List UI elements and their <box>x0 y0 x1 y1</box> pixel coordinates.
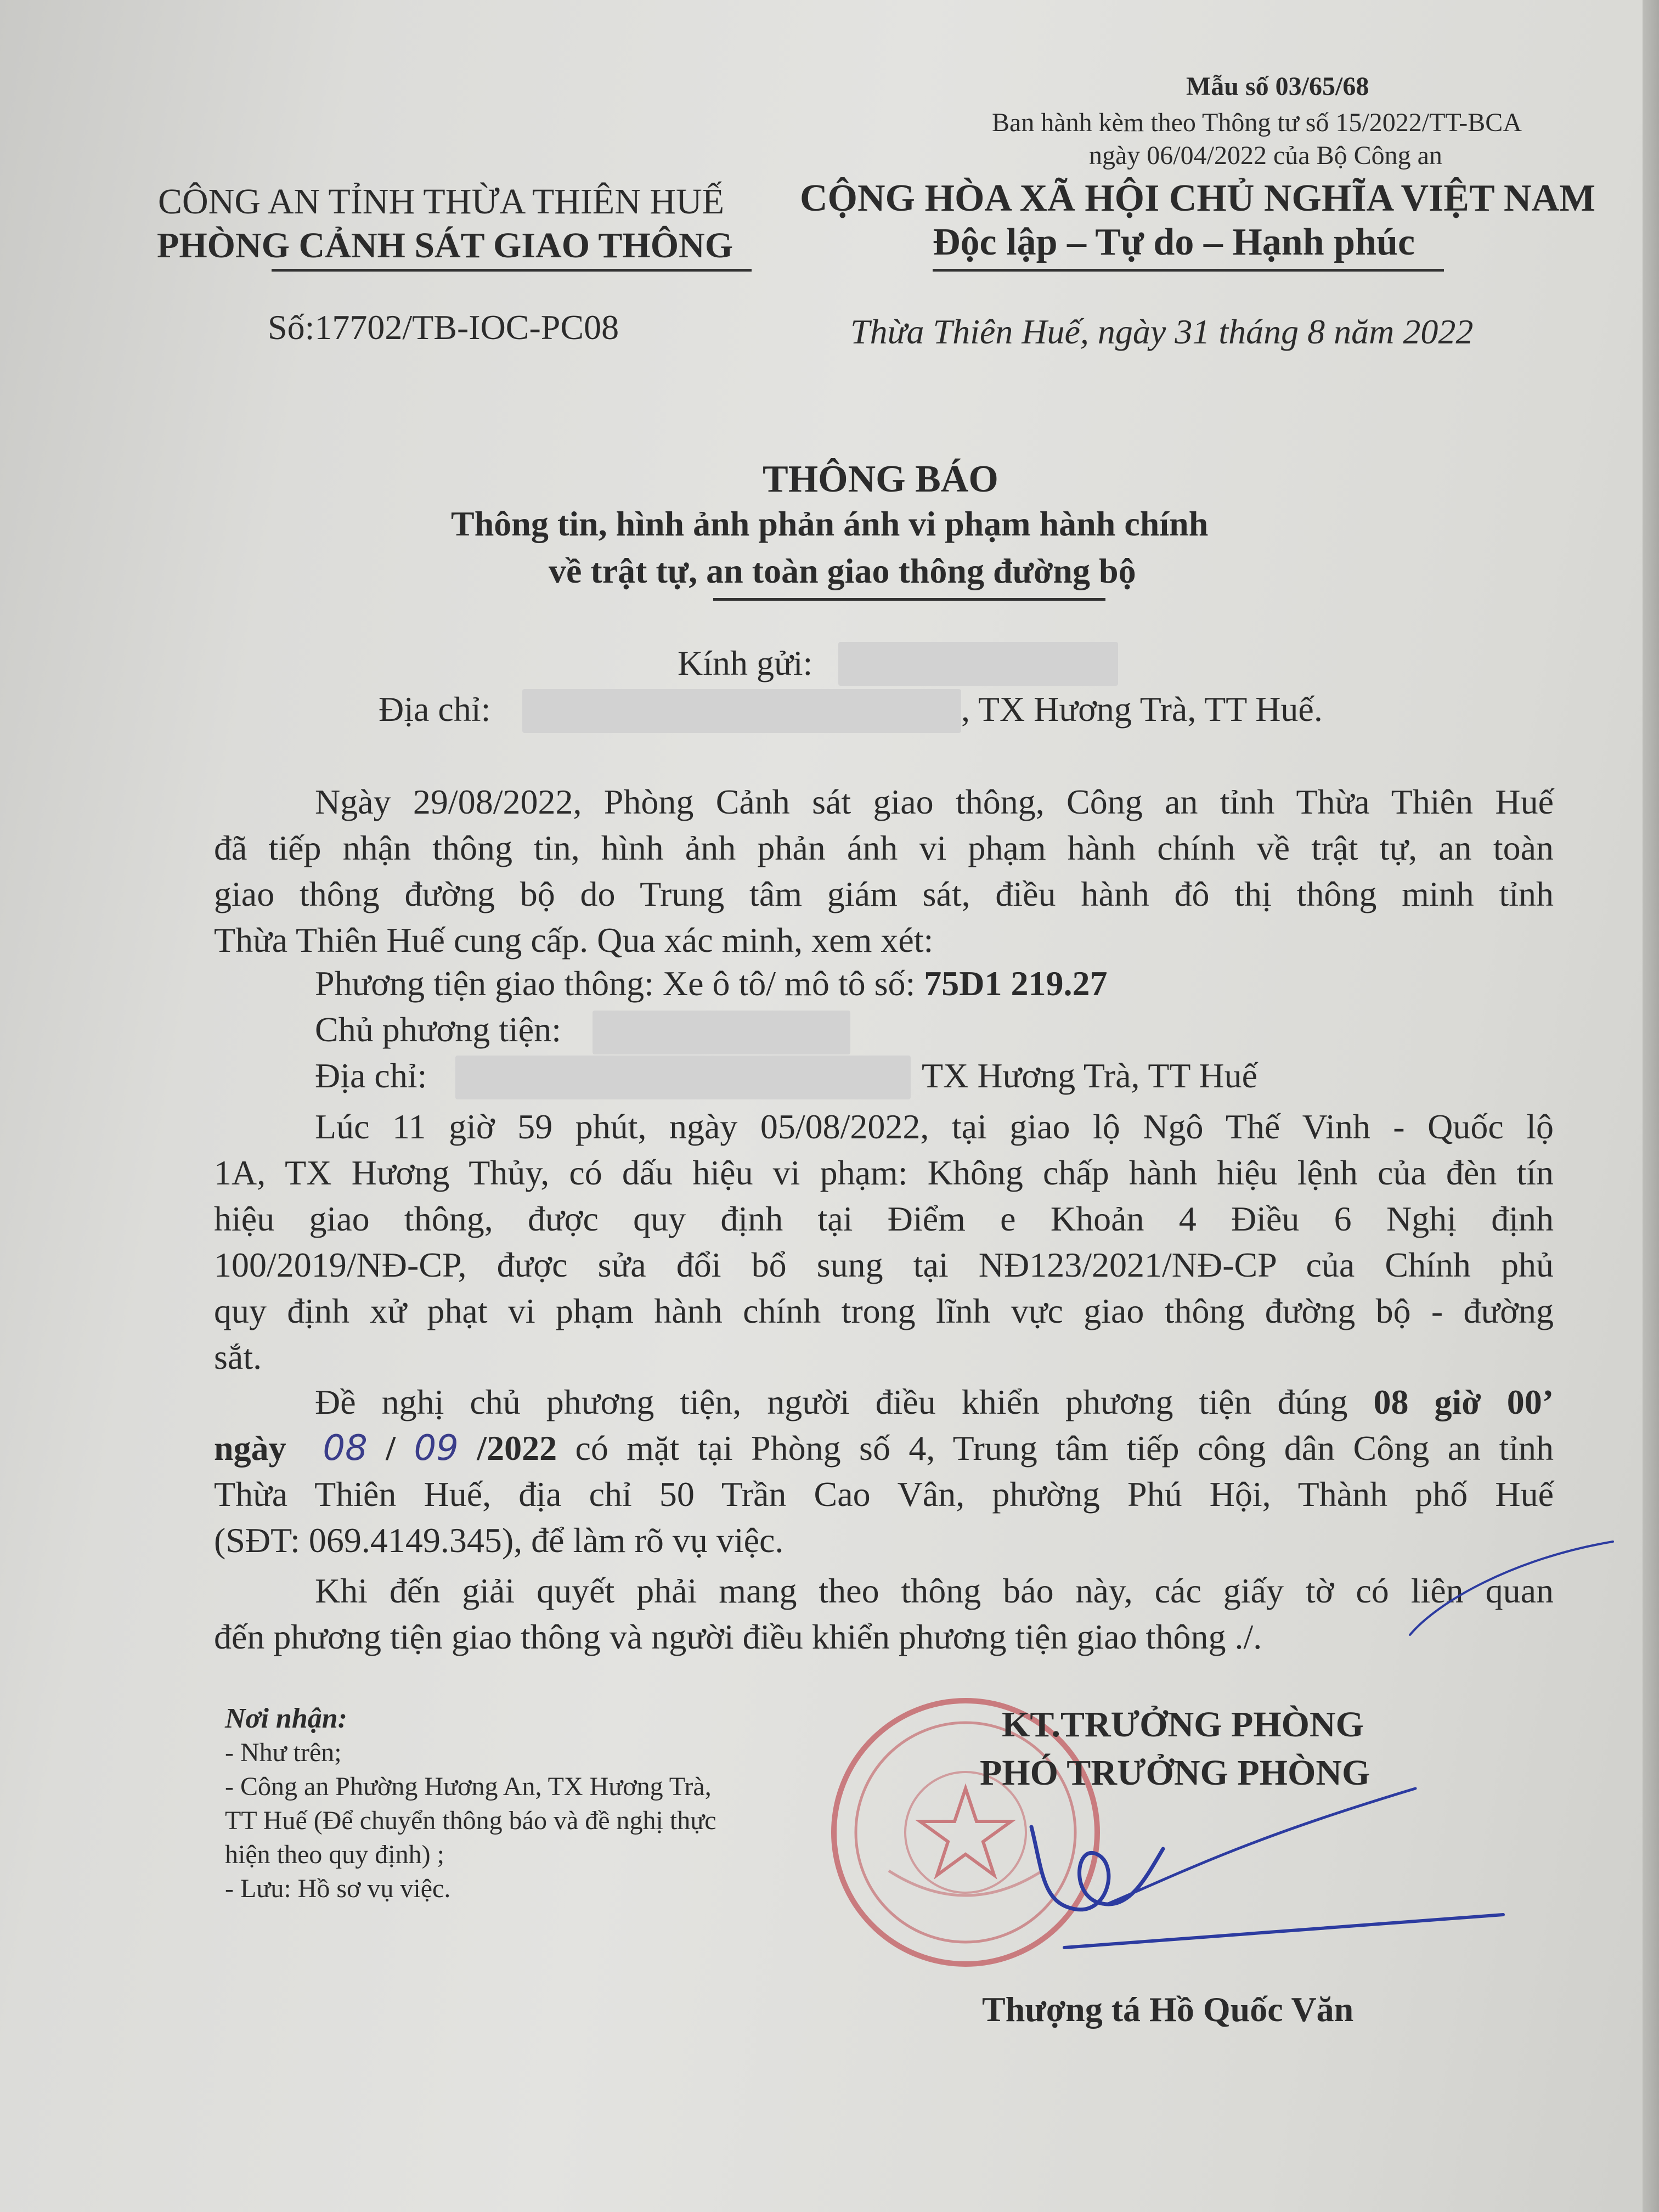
signer-title-1: KT.TRƯỞNG PHÒNG <box>1002 1705 1364 1745</box>
nation-line1: CỘNG HÒA XÃ HỘI CHỦ NGHĨA VIỆT NAM <box>800 177 1596 219</box>
paragraph-3 <box>214 1379 1554 1564</box>
appointment-time: 08 giờ 00’ <box>1373 1383 1554 1421</box>
redacted-owner-address <box>455 1056 911 1099</box>
paragraph-line: hiệu giao thông, được quy định tại Điểm e Khoản 4 Điều 6 Nghị định <box>214 1199 1554 1238</box>
appointment-day-label: ngày <box>214 1429 286 1468</box>
recipient-address-label: Địa chỉ: <box>379 690 491 729</box>
redacted-recipient-name <box>838 642 1118 686</box>
doc-subtitle-2: về trật tự, an toàn giao thông đường bộ <box>549 551 1136 590</box>
recipient-item: TT Huế (Để chuyển thông báo và đề nghị thực <box>225 1806 716 1835</box>
vehicle-plate: 75D1 219.27 <box>924 964 1108 1003</box>
redacted-owner-name <box>592 1011 850 1054</box>
doc-subtitle-1: Thông tin, hình ảnh phản ánh vi phạm hành chính <box>451 504 1209 543</box>
doc-title: THÔNG BÁO <box>763 458 998 500</box>
agency-underline <box>272 269 752 272</box>
paragraph-line <box>214 1379 1554 1425</box>
date-slash: / <box>386 1429 396 1468</box>
form-issued-line2: ngày 06/04/2022 của Bộ Công an <box>1089 141 1442 170</box>
paragraph-line: Lúc 11 giờ 59 phút, ngày 05/08/2022, tại giao lộ Ngô Thế Vinh - Quốc lộ <box>315 1107 1554 1146</box>
owner-address-label: Địa chỉ: <box>315 1056 427 1095</box>
recipient-address-tail: , TX Hương Trà, TT Huế. <box>961 690 1323 729</box>
form-number: Mẫu số 03/65/68 <box>1186 72 1369 101</box>
appointment-text: Đề nghị chủ phương tiện, người điều khiển phương tiện đúng <box>315 1383 1374 1421</box>
agency-line1: CÔNG AN TỈNH THỪA THIÊN HUẾ <box>158 182 725 222</box>
paragraph-line: Ngày 29/08/2022, Phòng Cảnh sát giao thông, Công an tỉnh Thừa Thiên Huế <box>315 782 1554 821</box>
paragraph-line: Thừa Thiên Huế, địa chỉ 50 Trần Cao Vân, phường Phú Hội, Thành phố Huế <box>214 1475 1554 1514</box>
recipient-item: - Công an Phường Hương An, TX Hương Trà, <box>225 1772 712 1801</box>
paragraph-line: đã tiếp nhận thông tin, hình ảnh phản ánh vi phạm hành chính về trật tự, an toàn <box>214 828 1554 867</box>
paragraph-line: giao thông đường bộ do Trung tâm giám sát, điều hành đô thị thông minh tỉnh <box>214 874 1554 913</box>
paragraph-4 <box>214 1568 1554 1660</box>
owner-label: Chủ phương tiện: <box>315 1010 561 1049</box>
document-date: Thừa Thiên Huế, ngày 31 tháng 8 năm 2022 <box>850 312 1474 351</box>
title-underline <box>713 598 1105 601</box>
recipients-title: Nơi nhận: <box>225 1703 347 1734</box>
recipients-block <box>225 1702 716 1906</box>
form-issued-line1: Ban hành kèm theo Thông tư số 15/2022/TT-BCA <box>992 108 1522 137</box>
signer-title-2: PHÓ TRƯỞNG PHÒNG <box>980 1753 1370 1793</box>
signer-name: Thượng tá Hồ Quốc Văn <box>982 1990 1354 2029</box>
paragraph-line: 1A, TX Hương Thủy, có dấu hiệu vi phạm: Không chấp hành hiệu lệnh của đèn tín <box>214 1153 1554 1192</box>
handwritten-month: 09 <box>414 1428 459 1469</box>
vehicle-line <box>315 963 1108 1004</box>
redacted-recipient-address <box>522 689 961 733</box>
paragraph-2 <box>214 1104 1554 1380</box>
nation-motto: Độc lập – Tự do – Hạnh phúc <box>933 221 1415 263</box>
paragraph-1 <box>214 779 1554 963</box>
paragraph-line: quy định xử phạt vi phạm hành chính trong lĩnh vực giao thông đường bộ - đường <box>214 1291 1554 1330</box>
page-edge-shadow <box>1643 0 1659 2212</box>
appointment-year: /2022 <box>477 1429 557 1468</box>
paragraph-line: đến phương tiện giao thông và người điều khiển phương tiện giao thông ./. <box>214 1617 1262 1656</box>
recipient-item: hiện theo quy định) ; <box>225 1840 444 1869</box>
paragraph-line: Thừa Thiên Huế cung cấp. Qua xác minh, xem xét: <box>214 921 934 960</box>
agency-line2: PHÒNG CẢNH SÁT GIAO THÔNG <box>157 225 733 266</box>
handwritten-day: 08 <box>323 1428 368 1469</box>
recipient-item: - Lưu: Hồ sơ vụ việc. <box>225 1874 451 1903</box>
paragraph-line: 100/2019/NĐ-CP, được sửa đổi bổ sung tại NĐ123/2021/NĐ-CP của Chính phủ <box>214 1245 1554 1284</box>
initial-mark-icon <box>1404 1536 1624 1646</box>
appointment-place: có mặt tại Phòng số 4, Trung tâm tiếp công dân Công an tỉnh <box>557 1429 1554 1468</box>
handwritten-signature-icon <box>1020 1805 1514 1970</box>
recipient-item: - Như trên; <box>225 1738 342 1767</box>
paragraph-line: sắt. <box>214 1338 262 1376</box>
to-label: Kính gửi: <box>678 644 813 682</box>
nation-underline <box>933 269 1444 272</box>
document-number: Số:17702/TB-IOC-PC08 <box>268 308 619 347</box>
paragraph-line: (SĐT: 069.4149.345), để làm rõ vụ việc. <box>214 1521 784 1560</box>
paragraph-line: Khi đến giải quyết phải mang theo thông báo này, các giấy tờ có liên quan <box>315 1571 1554 1610</box>
paragraph-line <box>214 1425 1554 1471</box>
vehicle-label: Phương tiện giao thông: Xe ô tô/ mô tô số: <box>315 964 924 1003</box>
owner-address-tail: TX Hương Trà, TT Huế <box>922 1056 1257 1095</box>
